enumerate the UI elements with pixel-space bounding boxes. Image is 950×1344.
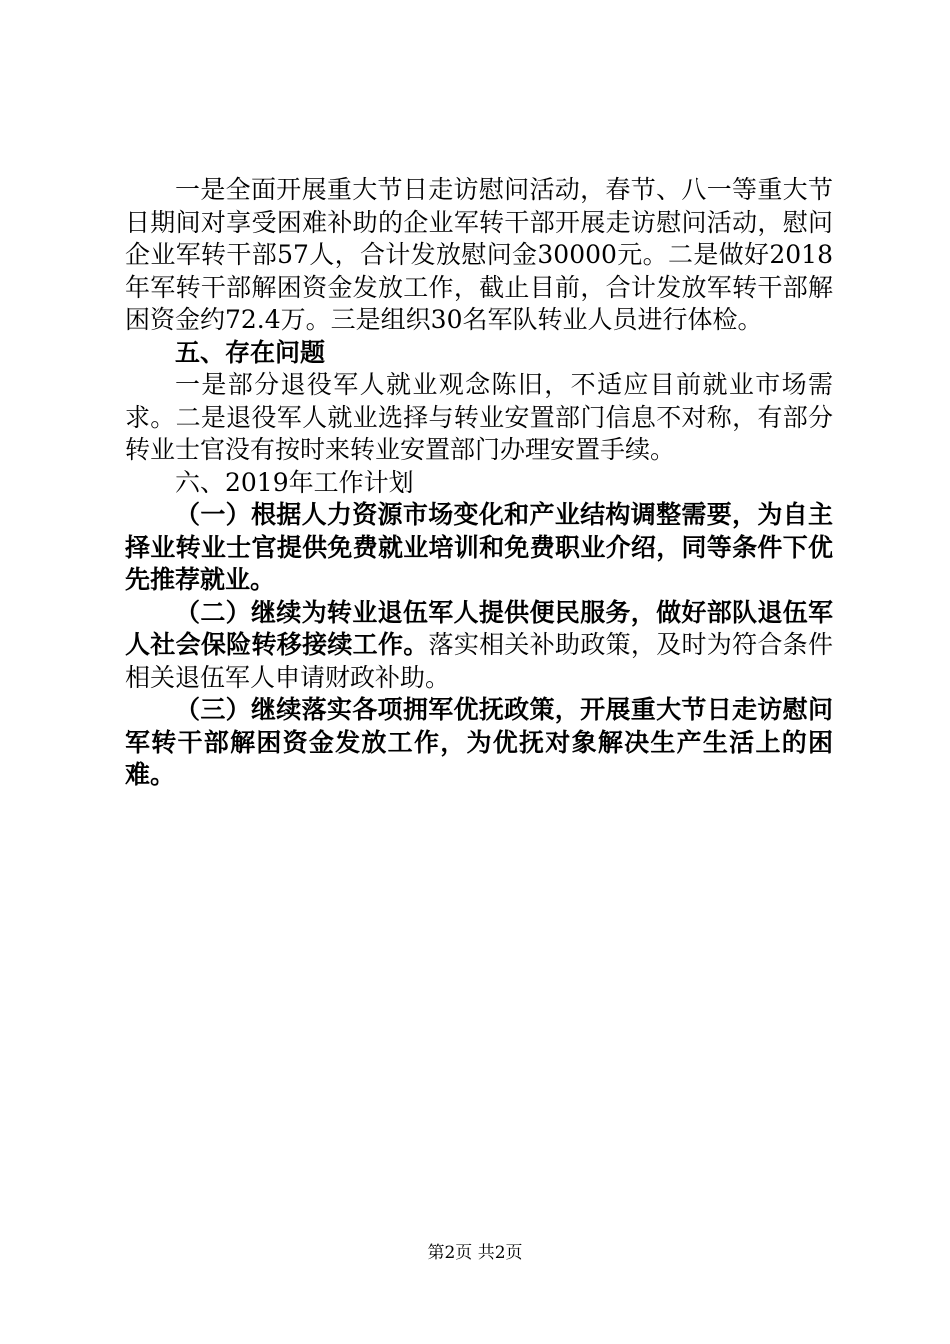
section-heading-plan: 六、2019年工作计划 bbox=[175, 467, 414, 497]
plan-item-2-bold: （二）继续为转业退伍军人提供便民服务，做好部队退伍军人社会保险转移接续工作。 bbox=[125, 597, 833, 659]
plan-item-3: （三）继续落实各项拥军优抚政策，开展重大节日走访慰问军转干部解困资金发放工作，为优抚对象解决生产生活上的困难。 bbox=[125, 695, 833, 789]
plan-item-1: （一）根据人力资源市场变化和产业结构调整需要，为自主择业转业士官提供免费就业培训和免费职业介绍，同等条件下优先推荐就业。 bbox=[125, 500, 833, 594]
plan-item-2 bbox=[125, 597, 833, 695]
paragraph-problems: 一是部分退役军人就业观念陈旧，不适应目前就业市场需求。二是退役军人就业选择与转业安置部门信息不对称，有部分转业士官没有按时来转业安置部门办理安置手续。 bbox=[125, 370, 833, 464]
plan-item-2-tail: 落实相关补助政策，及时为符合条件相关退伍军人申请财政补助。 bbox=[125, 630, 833, 692]
section-heading-problems: 五、存在问题 bbox=[175, 337, 326, 367]
page-footer: 第2页 共2页 bbox=[427, 1243, 523, 1263]
paragraph-visits: 一是全面开展重大节日走访慰问活动，春节、八一等重大节日期间对享受困难补助的企业军转干部开展走访慰问活动，慰问企业军转干部57人，合计发放慰问金30000元。二是做好2018年军转干部解困资金发放工作，截止目前，合计发放军转干部解困资金约72.4万。三是组织30名军队转业人员进行体检。 bbox=[125, 175, 833, 334]
document-body bbox=[125, 174, 833, 792]
